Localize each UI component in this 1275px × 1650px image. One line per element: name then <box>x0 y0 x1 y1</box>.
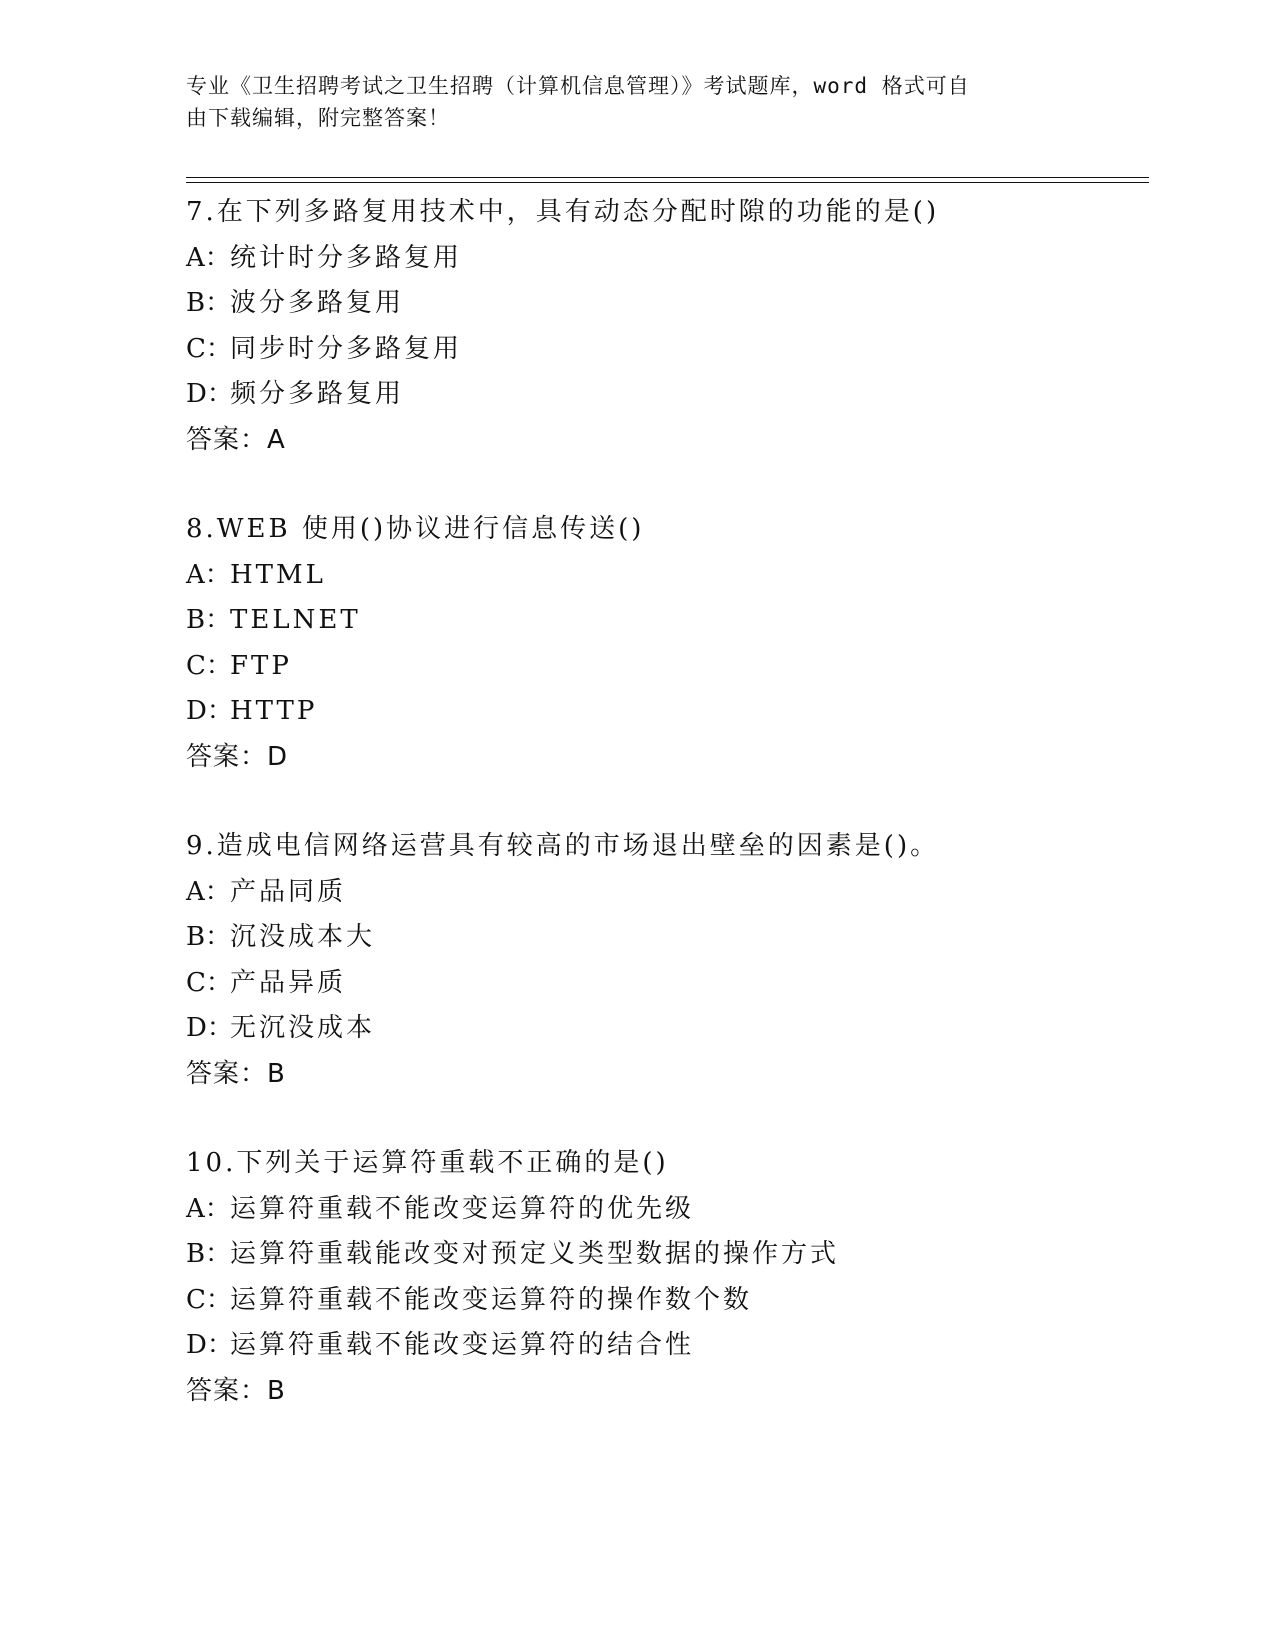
option-letter: D： <box>186 1013 233 1043</box>
option-text: 同步时分多路复用 <box>230 333 463 364</box>
option-a <box>186 1187 1146 1233</box>
option-text: 运算符重载不能改变运算符的操作数个数 <box>230 1284 753 1315</box>
option-text: 产品异质 <box>230 967 347 998</box>
option-letter: C： <box>186 650 232 681</box>
option-letter: D： <box>186 379 233 409</box>
option-text: 运算符重载能改变对预定义类型数据的操作方式 <box>230 1239 840 1269</box>
question-stem: 10.下列关于运算符重载不正确的是() <box>186 1148 669 1178</box>
option-a <box>186 870 1146 916</box>
option-c <box>186 961 1146 1007</box>
option-letter: A： <box>186 1193 231 1224</box>
header-divider-bottom <box>186 182 1149 183</box>
option-text: 产品同质 <box>230 876 347 907</box>
question-10 <box>186 1141 1146 1414</box>
option-letter: A： <box>186 876 231 907</box>
header-line-1: 专业《卫生招聘考试之卫生招聘（计算机信息管理）》考试题库，word 格式可自 <box>186 74 970 98</box>
option-c <box>186 644 1146 690</box>
option-text: FTP <box>230 650 292 681</box>
option-d <box>186 372 1146 418</box>
option-b <box>186 281 1146 327</box>
header-divider-top <box>186 177 1149 178</box>
question-stem: 9.造成电信网络运营具有较高的市场退出壁垒的因素是()。 <box>186 831 940 861</box>
option-letter: B： <box>186 605 232 635</box>
option-text: 波分多路复用 <box>230 288 405 318</box>
option-letter: B： <box>186 1239 232 1269</box>
document-header <box>186 70 1066 134</box>
option-text: 无沉没成本 <box>230 1013 376 1043</box>
answer-label: 答案：B <box>186 1058 286 1089</box>
answer-label: 答案：A <box>186 424 286 455</box>
answer-label: 答案：B <box>186 1375 286 1406</box>
option-a <box>186 236 1146 282</box>
option-letter: A： <box>186 559 231 590</box>
answer-label: 答案：D <box>186 741 289 772</box>
option-letter: C： <box>186 333 232 364</box>
option-text: 运算符重载不能改变运算符的优先级 <box>230 1193 695 1224</box>
option-text: 频分多路复用 <box>230 379 405 409</box>
option-letter: C： <box>186 1284 232 1315</box>
option-text: HTTP <box>230 696 318 726</box>
option-letter: C： <box>186 967 232 998</box>
option-letter: D： <box>186 1330 233 1360</box>
option-text: HTML <box>230 559 326 590</box>
option-letter: B： <box>186 288 232 318</box>
question-list <box>186 190 1146 1414</box>
option-b <box>186 915 1146 961</box>
question-stem: 8.WEB 使用()协议进行信息传送() <box>186 514 645 544</box>
question-stem: 7.在下列多路复用技术中，具有动态分配时隙的功能的是() <box>186 197 940 227</box>
question-7 <box>186 190 1146 463</box>
option-c <box>186 327 1146 373</box>
question-9 <box>186 824 1146 1097</box>
option-d <box>186 1006 1146 1052</box>
question-8 <box>186 507 1146 780</box>
option-d <box>186 1323 1146 1369</box>
option-text: 沉没成本大 <box>230 922 376 952</box>
option-c <box>186 1278 1146 1324</box>
option-text: 统计时分多路复用 <box>230 242 463 273</box>
header-line-2: 由下载编辑，附完整答案！ <box>186 106 450 130</box>
option-letter: B： <box>186 922 232 952</box>
option-a <box>186 553 1146 599</box>
option-text: TELNET <box>230 605 361 635</box>
option-letter: A： <box>186 242 231 273</box>
option-text: 运算符重载不能改变运算符的结合性 <box>230 1330 695 1360</box>
option-b <box>186 598 1146 644</box>
option-b <box>186 1232 1146 1278</box>
option-d <box>186 689 1146 735</box>
option-letter: D： <box>186 696 233 726</box>
